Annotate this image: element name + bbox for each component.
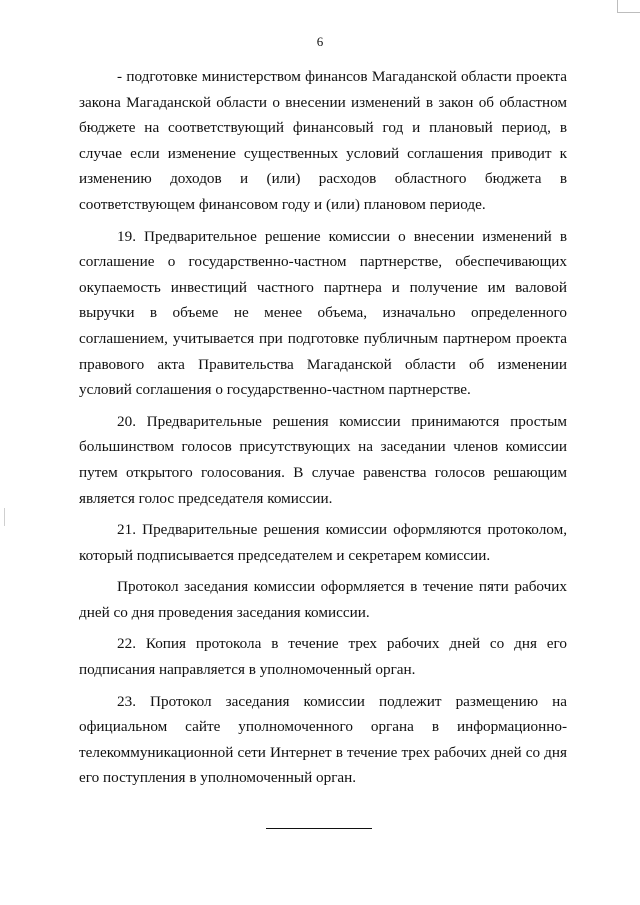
paragraph-19: 19. Предварительное решение комиссии о внесении изменений в соглашение о государственно-частном партнерстве, обеспечивающих окупаемость инвестиций частного партнера и получение им валовой выручки в объеме не менее объема, изначально определенного соглашением, учитывается при подготовке публичным партнером проекта правового акта Правительства Магаданской области об изменении условий соглашения о государственно-частном партнерстве. [79,227,567,399]
paragraph-bullet-budget-law: - подготовке министерством финансов Магаданской области проекта закона Магаданской области о внесении изменений в закон об областном бюджете на соответствующий финансовый год и плановый период, в случае если изменение существенных условий соглашения приводит к изменению доходов и (или) расходов областного бюджета в соответствующем финансовом году и (или) плановом периоде. [79,68,567,213]
paragraph-22: 22. Копия протокола в течение трех рабочих дней со дня его подписания направляется в уполномоченный орган. [79,635,567,679]
scan-corner-mark [617,0,640,13]
page-number: 6 [316,34,324,49]
end-separator-line [266,828,372,829]
paragraph-23: 23. Протокол заседания комиссии подлежит размещению на официальном сайте уполномоченного органа в информационно-телекоммуникационной сети Интернет в течение трех рабочих дней со дня его поступления в уполномоченный орган. [79,692,567,787]
document-body [79,64,567,791]
paragraph-20: 20. Предварительные решения комиссии принимаются простым большинством голосов присутствующих на заседании членов комиссии путем открытого голосования. В случае равенства голосов решающим является голос председателя комиссии. [79,412,567,507]
scan-margin-mark [4,508,5,526]
paragraph-protocol-deadline: Протокол заседания комиссии оформляется в течение пяти рабочих дней со дня проведения заседания комиссии. [79,578,567,621]
paragraph-21: 21. Предварительные решения комиссии оформляются протоколом, который подписывается председателем и секретарем комиссии. [79,521,567,564]
